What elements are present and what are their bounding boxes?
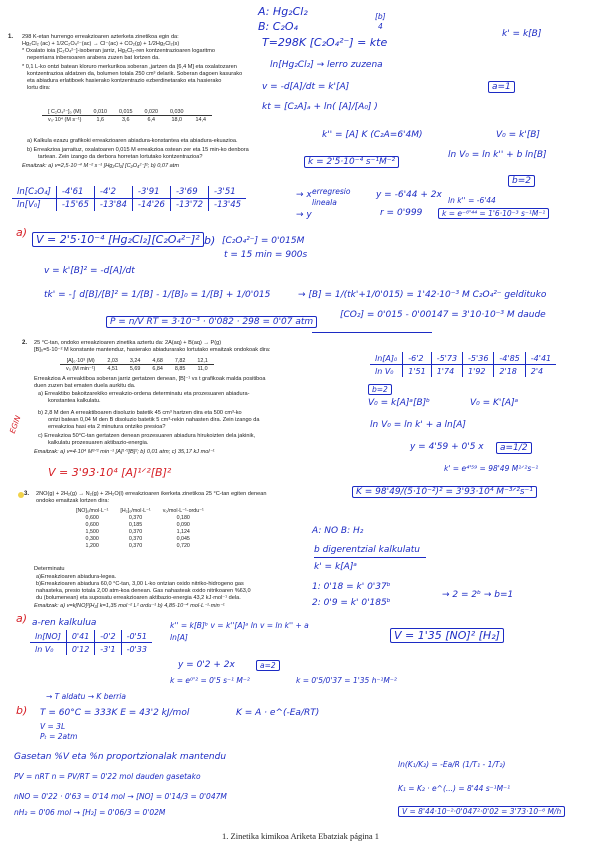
hw-label: a) bbox=[16, 226, 28, 239]
table-cell: 3,6 bbox=[121, 116, 130, 123]
table-cell: 1,6 bbox=[96, 116, 104, 123]
hw-label: A: Hg₂Cl₂ bbox=[258, 5, 308, 18]
hw-note: a-ren kalkulua bbox=[32, 618, 97, 628]
table-row-label: v₀ (M min⁻¹) bbox=[66, 365, 96, 372]
table-cell: -4'85 bbox=[494, 352, 525, 365]
problem1-line: kontzentrazioa aldatzen da, bolumen totala 250 cm³ delarik. Soberan dagoen kasurako bbox=[27, 71, 243, 77]
problem3-line: ondoko emaitzak lortzen dira: bbox=[36, 498, 110, 504]
table-cell: 0,015 bbox=[113, 108, 139, 116]
table-cell: 14,4 bbox=[195, 116, 206, 123]
hw-equation: ln k'' = -6'44 bbox=[448, 196, 496, 205]
problem3-question-a: a)Erreakzioaren abiadura-legea. bbox=[36, 574, 117, 580]
table-cell: ln[NO] bbox=[30, 630, 66, 643]
hw-label: 4 bbox=[378, 22, 383, 31]
problem1-line: * 0,1 L-ko ontzi batean kloruro merkurikoa soberan ,jartzen da [6,4 M] eta oxalatozaren bbox=[22, 64, 237, 70]
table-row-label: [A]₀·10³ (M) bbox=[60, 357, 101, 365]
problem3-solution: Emaitzak: a) v=k[NO]²[H₂] k=1,35 mol⁻² L² ordu⁻¹ b) 4,85·10⁻⁴ mol·L⁻¹·min⁻¹ bbox=[34, 603, 225, 609]
hw-label: B: C₂O₄ bbox=[258, 20, 298, 33]
table-cell: 18,0 bbox=[171, 116, 182, 123]
table-cell: -4'41 bbox=[525, 352, 556, 365]
hw-note: EGIN bbox=[7, 414, 23, 435]
hw-equation: tk' = -∫ d[B]/[B]² = 1/[B] - 1/[B]₀ = 1/[B] + 1/0'015 bbox=[44, 290, 271, 300]
problem1-question-b: tartean. Zein izango da derbora horretan lortutako kontzentrazioa? bbox=[38, 154, 203, 160]
hw-equation: T=298K [C₂O₄²⁻] = kte bbox=[262, 36, 388, 49]
hw-underline bbox=[314, 557, 426, 558]
table-cell: ln[V₀] bbox=[17, 200, 41, 210]
problem1-line: lortu dira: bbox=[27, 85, 51, 91]
table-cell: 4,68 bbox=[146, 357, 169, 365]
hw-note: Gasetan %V eta %n proportzionalak mantendu bbox=[14, 752, 227, 762]
hw-equation: T = 60°C = 333K E = 43'2 kJ/mol bbox=[40, 708, 190, 718]
hw-answer-box: V = 2'5·10⁻⁴ [Hg₂Cl₂][C₂O₄²⁻]² bbox=[32, 232, 204, 247]
table-cell: ln[A]₀ bbox=[370, 352, 403, 365]
table-cell: -13'72 bbox=[170, 199, 208, 212]
hw-equation: [C₂O₄²⁻] = 0'015M bbox=[222, 236, 305, 246]
table-cell: 12,1 bbox=[191, 357, 214, 365]
hw-label: b) bbox=[16, 704, 28, 717]
hw-equation: A: NO B: H₂ bbox=[312, 526, 364, 536]
problem3-intro: 2NO(g) + 2H₂(g) → N₂(g) + 2H₂O(l) erreakzioaren ikerketa zinetikoa 25 °C-tan egiten denean bbox=[36, 491, 267, 497]
problem1-line: * Oxalato ioia [C₂O₄²⁻]-isoberan jarriz, Hg₂Cl₂-ren kontzentrazioaren logaritmo bbox=[22, 48, 215, 54]
hw-equation: V₀ = k'[B] bbox=[496, 130, 540, 140]
hw-equation: V₀ = K'[A]ᵃ bbox=[470, 398, 519, 408]
table-cell: -5'36 bbox=[463, 352, 494, 365]
problem3-number: 3. bbox=[24, 491, 30, 497]
table-cell: 0,370 bbox=[128, 535, 143, 542]
table-cell: -3'91 bbox=[132, 186, 170, 199]
problem2-question-c: c) Erreakzioa 50°C-tan gertatzen denean prozesuaren abiadura hirukoizten dela jakinik, bbox=[38, 433, 256, 439]
hw-equation: v = -d[A]/dt = k'[A] bbox=[262, 82, 350, 92]
table-cell: -6'2 bbox=[403, 352, 431, 365]
problem2-intro: 25 °C-tan, ondoko erreakzioaren zinetika aztertu da: 2A(aq) + B(aq) → P(g) bbox=[34, 340, 222, 346]
table-cell: 0,090 bbox=[176, 521, 190, 528]
problem1-intro: 298 K-etan hurrengo erreakzioaren azterketa zinetikoa egin da: bbox=[22, 34, 179, 40]
hw-answer-box: b=2 bbox=[508, 175, 535, 187]
hw-answer-box: P = n/V RT = 3·10⁻³ · 0'082 · 298 = 0'07 atm bbox=[106, 316, 317, 328]
problem3-data-table bbox=[70, 507, 210, 549]
problem3-question-b: du (bolumenean) eta suposatu erreakzioaren aktibazio-energia 43,2 kJ·mol⁻¹ dela. bbox=[36, 595, 241, 601]
problem1-question-a: a) Kalkula ezazu grafikoki erreakzioaren abiadura-konstantea eta abiadura-ekuazioa. bbox=[27, 138, 238, 144]
hw-equation: r = 0'999 bbox=[380, 208, 423, 218]
hw-log-table-1 bbox=[12, 186, 246, 211]
table-cell: 8,85 bbox=[174, 365, 186, 372]
table-header: [NO]₀/mol·L⁻¹ bbox=[76, 507, 109, 514]
hw-arrow: → y bbox=[296, 210, 312, 220]
table-cell: 0,300 bbox=[85, 535, 99, 542]
hw-equation: V = 3L bbox=[40, 722, 66, 731]
table-cell: ln V₀ bbox=[35, 644, 54, 654]
table-cell: 1,124 bbox=[176, 528, 190, 535]
problem1-reaction: Hg₂Cl₂ (ac) + 1/2C₂O₄²⁻(ac) → Cl⁻(ac) + CO₂(g) + 1/2Hg₂Cl₂(s) bbox=[22, 41, 180, 47]
table-cell: -0'33 bbox=[121, 643, 152, 656]
hw-equation: k' = e⁴'⁵⁹ = 98'49 M¹ᐟ²s⁻¹ bbox=[444, 464, 539, 473]
problem2-data-table bbox=[60, 357, 214, 372]
hw-underline bbox=[312, 332, 432, 333]
table-cell: -13'45 bbox=[209, 199, 247, 212]
table-cell bbox=[189, 108, 212, 116]
hw-equation: t = 15 min = 900s bbox=[224, 250, 308, 260]
hw-arrow: → x bbox=[296, 190, 312, 200]
hw-label: b) bbox=[204, 234, 216, 247]
problem2-question-a: a) Erreaktibo bakoitzarekiko erreakzio-ordena determinatu eta prozesuaren abiadura- bbox=[38, 391, 250, 397]
table-cell: 2'4 bbox=[525, 365, 556, 378]
table-cell: 0,720 bbox=[176, 542, 190, 549]
hw-note: → T aldatu → K berria bbox=[46, 692, 126, 701]
hw-equation: K₁ = K₂ · e^(...) = 8'44 s⁻¹M⁻¹ bbox=[398, 784, 511, 793]
hw-label: [b] bbox=[375, 12, 386, 21]
table-cell: 0,180 bbox=[176, 514, 190, 521]
hw-equation: → 2 = 2ᵇ → b=1 bbox=[442, 590, 514, 600]
hw-equation: y = 0'2 + 2x bbox=[178, 660, 235, 670]
table-cell: 6,84 bbox=[152, 365, 163, 372]
hw-note: erregresio lineala bbox=[312, 187, 351, 207]
table-cell: -0'2 bbox=[95, 630, 121, 643]
table-cell: 1,200 bbox=[85, 542, 99, 549]
hw-equation: v = k'[B]² = -d[A]/dt bbox=[44, 266, 135, 276]
problem2-question-b: b) 2,8 M den A erreaktiboaren disoluzio batetik 45 cm³ hartzen dira eta 500 cm³-ko bbox=[38, 410, 242, 416]
table-cell: 5,69 bbox=[129, 365, 141, 372]
hw-equation: [CO₂] = 0'015 - 0'00147 = 3'10·10⁻³ M daude bbox=[340, 310, 546, 320]
hw-equation: k' = k[A]ᵃ bbox=[314, 562, 357, 572]
problem1-question-b: b) Erreakzioa jarraituz, oxalatoaren 0,015 M erreakzioa ostean zer eta 15 min-ko denbora bbox=[27, 147, 249, 153]
table-cell: 0,030 bbox=[164, 108, 190, 116]
problem1-line: neperriarra inbersoaren arabera zuzen bat lortzen da. bbox=[27, 55, 160, 61]
table-cell: ln V₀ bbox=[375, 366, 394, 376]
problem2-line: [B]₀=5·10⁻² M konstante mantenduz, hasierako abiadurarako lortutako emaitzak ondokoak dira: bbox=[34, 347, 271, 353]
table-row-label: [ C₂O₄²⁻]₀ (M) bbox=[42, 108, 87, 116]
table-cell: 0,370 bbox=[128, 528, 143, 535]
table-cell: 2,03 bbox=[101, 357, 124, 365]
table-cell: 0,600 bbox=[85, 514, 99, 521]
problem3-question-b: nahasteka, presio totala 2,00 atm-koa denean. Gas nahasteak oxido nitrikoaren %63,0 bbox=[36, 588, 251, 594]
problem1-number: 1. bbox=[8, 34, 14, 40]
problem1-line: eta abiadura erlatiboek hasierako kontzentrazio ezberdinetarako eta hasierako bbox=[27, 78, 222, 84]
table-cell: 0'41 bbox=[66, 630, 94, 643]
hw-note: b digerentzial kalkulatu bbox=[314, 545, 421, 555]
table-cell: 7,82 bbox=[169, 357, 192, 365]
table-cell: 1,500 bbox=[85, 528, 99, 535]
hw-answer-box: V = 8'44·10⁻²·0'047²·0'02 = 3'73·10⁻⁶ M/h bbox=[398, 806, 565, 817]
table-cell: -5'73 bbox=[431, 352, 462, 365]
hw-equation: ln[Hg₂Cl₂] → lerro zuzena bbox=[270, 60, 383, 70]
hw-equation: Pₜ = 2atm bbox=[40, 732, 78, 741]
table-cell: 1'92 bbox=[463, 365, 494, 378]
hw-log-table-3 bbox=[30, 630, 152, 655]
hw-equation: ln V₀ = ln k'' + b ln[B] bbox=[448, 150, 547, 160]
problem1-solution: Emaitzak: a) v=2,5·10⁻⁴ M⁻² s⁻¹ [Hg₂Cl₂] [C₂O₄²⁻]²; b) 0,07 atm bbox=[22, 163, 180, 169]
table-cell: 0,370 bbox=[128, 542, 143, 549]
hw-answer-box: k = e⁻⁶'⁴⁴ = 1'6·10⁻³ s⁻¹M⁻¹ bbox=[438, 208, 549, 219]
table-header: v₀/mol·L⁻¹·ordu⁻¹ bbox=[162, 507, 204, 514]
table-cell: 2'18 bbox=[494, 365, 525, 378]
table-cell: 11,0 bbox=[197, 365, 208, 372]
hw-log-table-2 bbox=[370, 352, 556, 377]
hw-answer: V = 3'93·10⁴ [A]¹ᐟ²[B]² bbox=[48, 466, 172, 479]
hw-equation: PV = nRT n = PV/RT = 0'22 mol dauden gasetako bbox=[14, 772, 201, 781]
problem2-question-b: erreakzioa hasi eta 2 minutura ontziko presioa? bbox=[48, 424, 166, 430]
hw-answer-box: a=1 bbox=[488, 81, 515, 93]
table-cell: 4,51 bbox=[107, 365, 118, 372]
hw-answer-box: a=2 bbox=[256, 660, 280, 671]
page-footer: 1. Zinetika kimikoa Ariketa Ebatziak página 1 bbox=[222, 831, 379, 841]
table-cell: -14'26 bbox=[132, 199, 170, 212]
problem2-line: duen zuzen bat ematen duela aurkitu da. bbox=[34, 383, 136, 389]
table-cell: 1'74 bbox=[431, 365, 462, 378]
problem3-determine: Determinatu bbox=[34, 566, 65, 572]
problem1-data-table bbox=[42, 108, 212, 123]
problem2-question-a: konstantea kalkulatu. bbox=[48, 398, 101, 404]
hw-equation: k'' = [A] K (C₂A=6'4M) bbox=[322, 130, 423, 140]
hw-equation: V₀ = k[A]ᵃ[B]ᵇ bbox=[368, 398, 430, 408]
hw-equation: nH₂ = 0'06 mol → [H₂] = 0'06/3 = 0'02M bbox=[14, 808, 166, 817]
table-cell: -3'69 bbox=[170, 186, 208, 199]
table-cell: -3'51 bbox=[209, 186, 247, 199]
hw-equation: y = -6'44 + 2x bbox=[376, 190, 442, 200]
table-cell: 0,045 bbox=[176, 535, 190, 542]
hw-equation: K = A · e^(-Ea/RT) bbox=[236, 708, 320, 718]
problem3-question-b: b)Erreakzioaren abiadura 60,0 °C-tan, 3,00 L-ko ontzian oxido nitriko-hidrogeno gas bbox=[36, 581, 244, 587]
problem2-line: Erreakzioa A erreaktiboa soberan jarriz gertatzen denean, [B]⁻¹ vs t grafikoak malda positiboa bbox=[34, 376, 266, 382]
problem2-question-b: ontzi batean 0,04 M den B disoluzio batetik 5 cm³-rekin nahasten dira. Zein izango da bbox=[48, 417, 260, 423]
hw-answer-box: V = 1'35 [NO]² [H₂] bbox=[390, 628, 504, 643]
problem2-number: 2. bbox=[22, 340, 28, 346]
hw-equation: k' = k[B] bbox=[502, 29, 542, 39]
table-cell: -13'84 bbox=[94, 199, 132, 212]
hw-equation: k = 0'5/0'37 = 1'35 h⁻¹M⁻² bbox=[296, 676, 397, 685]
hw-equation: → [B] = 1/(tk'+1/0'015) = 1'42·10⁻³ M C₂O₄²⁻ geldituko bbox=[298, 290, 547, 300]
table-cell: 0'12 bbox=[66, 643, 94, 656]
hw-equation: k'' = k[B]ᵇ v = k''[A]ᵃ ln v = ln k'' + a ln[A] bbox=[170, 621, 309, 642]
table-cell: 0,010 bbox=[87, 108, 113, 116]
hw-answer-box: a=1/2 bbox=[496, 442, 532, 454]
problem2-question-c: kalkulatu prozesuaren aktibazio-energia. bbox=[48, 440, 149, 446]
hw-label: a) bbox=[16, 612, 28, 625]
hw-answer-box: b=2 bbox=[368, 384, 392, 395]
hw-equation: ln V₀ = ln k' + a ln[A] bbox=[370, 420, 466, 430]
hw-equation: y = 4'59 + 0'5 x bbox=[410, 442, 484, 452]
table-cell: -4'61 bbox=[56, 186, 94, 199]
table-cell: -4'2 bbox=[94, 186, 132, 199]
table-cell: 6,4 bbox=[147, 116, 155, 123]
table-cell: -15'65 bbox=[56, 199, 94, 212]
problem2-solution: Emaitzak: a) v=4·10⁴ M³ᐟ² min⁻¹ [A]¹ᐟ²[B]²; b) 0,01 atm; c) 35,17 kJ mol⁻¹ bbox=[34, 449, 215, 455]
hw-equation: 2: 0'9 = k' 0'185ᵇ bbox=[312, 598, 391, 608]
hw-equation: 1: 0'18 = k' 0'37ᵇ bbox=[312, 582, 391, 592]
table-cell: 0,600 bbox=[85, 521, 99, 528]
hw-answer-box: K = 98'49/(5·10⁻²)² = 3'93·10⁴ M⁻³ᐟ²s⁻¹ bbox=[352, 486, 537, 498]
hw-equation: ln(K₁/K₂) = -Ea/R (1/T₁ - 1/T₂) bbox=[398, 760, 506, 769]
hw-equation: kt = [C₂A]ₐ + ln( [A]/[A₀] ) bbox=[262, 102, 378, 112]
table-cell: 1'51 bbox=[403, 365, 431, 378]
hw-equation: k = e⁰'² = 0'5 s⁻¹ M⁻² bbox=[170, 676, 250, 685]
hw-answer-box: k = 2'5·10⁻⁴ s⁻¹M⁻² bbox=[304, 156, 399, 168]
table-cell: 0,370 bbox=[128, 514, 143, 521]
table-row-label: v₀·10⁴ (M s⁻¹) bbox=[48, 116, 82, 123]
hw-equation: nNO = 0'22 · 0'63 = 0'14 mol → [NO] = 0'14/3 = 0'047M bbox=[14, 792, 227, 801]
table-cell: 3,24 bbox=[124, 357, 147, 365]
table-header: [H₂]₀/mol·L⁻¹ bbox=[120, 507, 151, 514]
table-cell: ln[C₂O₄] bbox=[12, 186, 56, 199]
table-cell: -0'51 bbox=[121, 630, 152, 643]
table-cell: 0,020 bbox=[138, 108, 164, 116]
table-cell: 0,185 bbox=[128, 521, 143, 528]
table-cell: -3'1 bbox=[95, 643, 121, 656]
